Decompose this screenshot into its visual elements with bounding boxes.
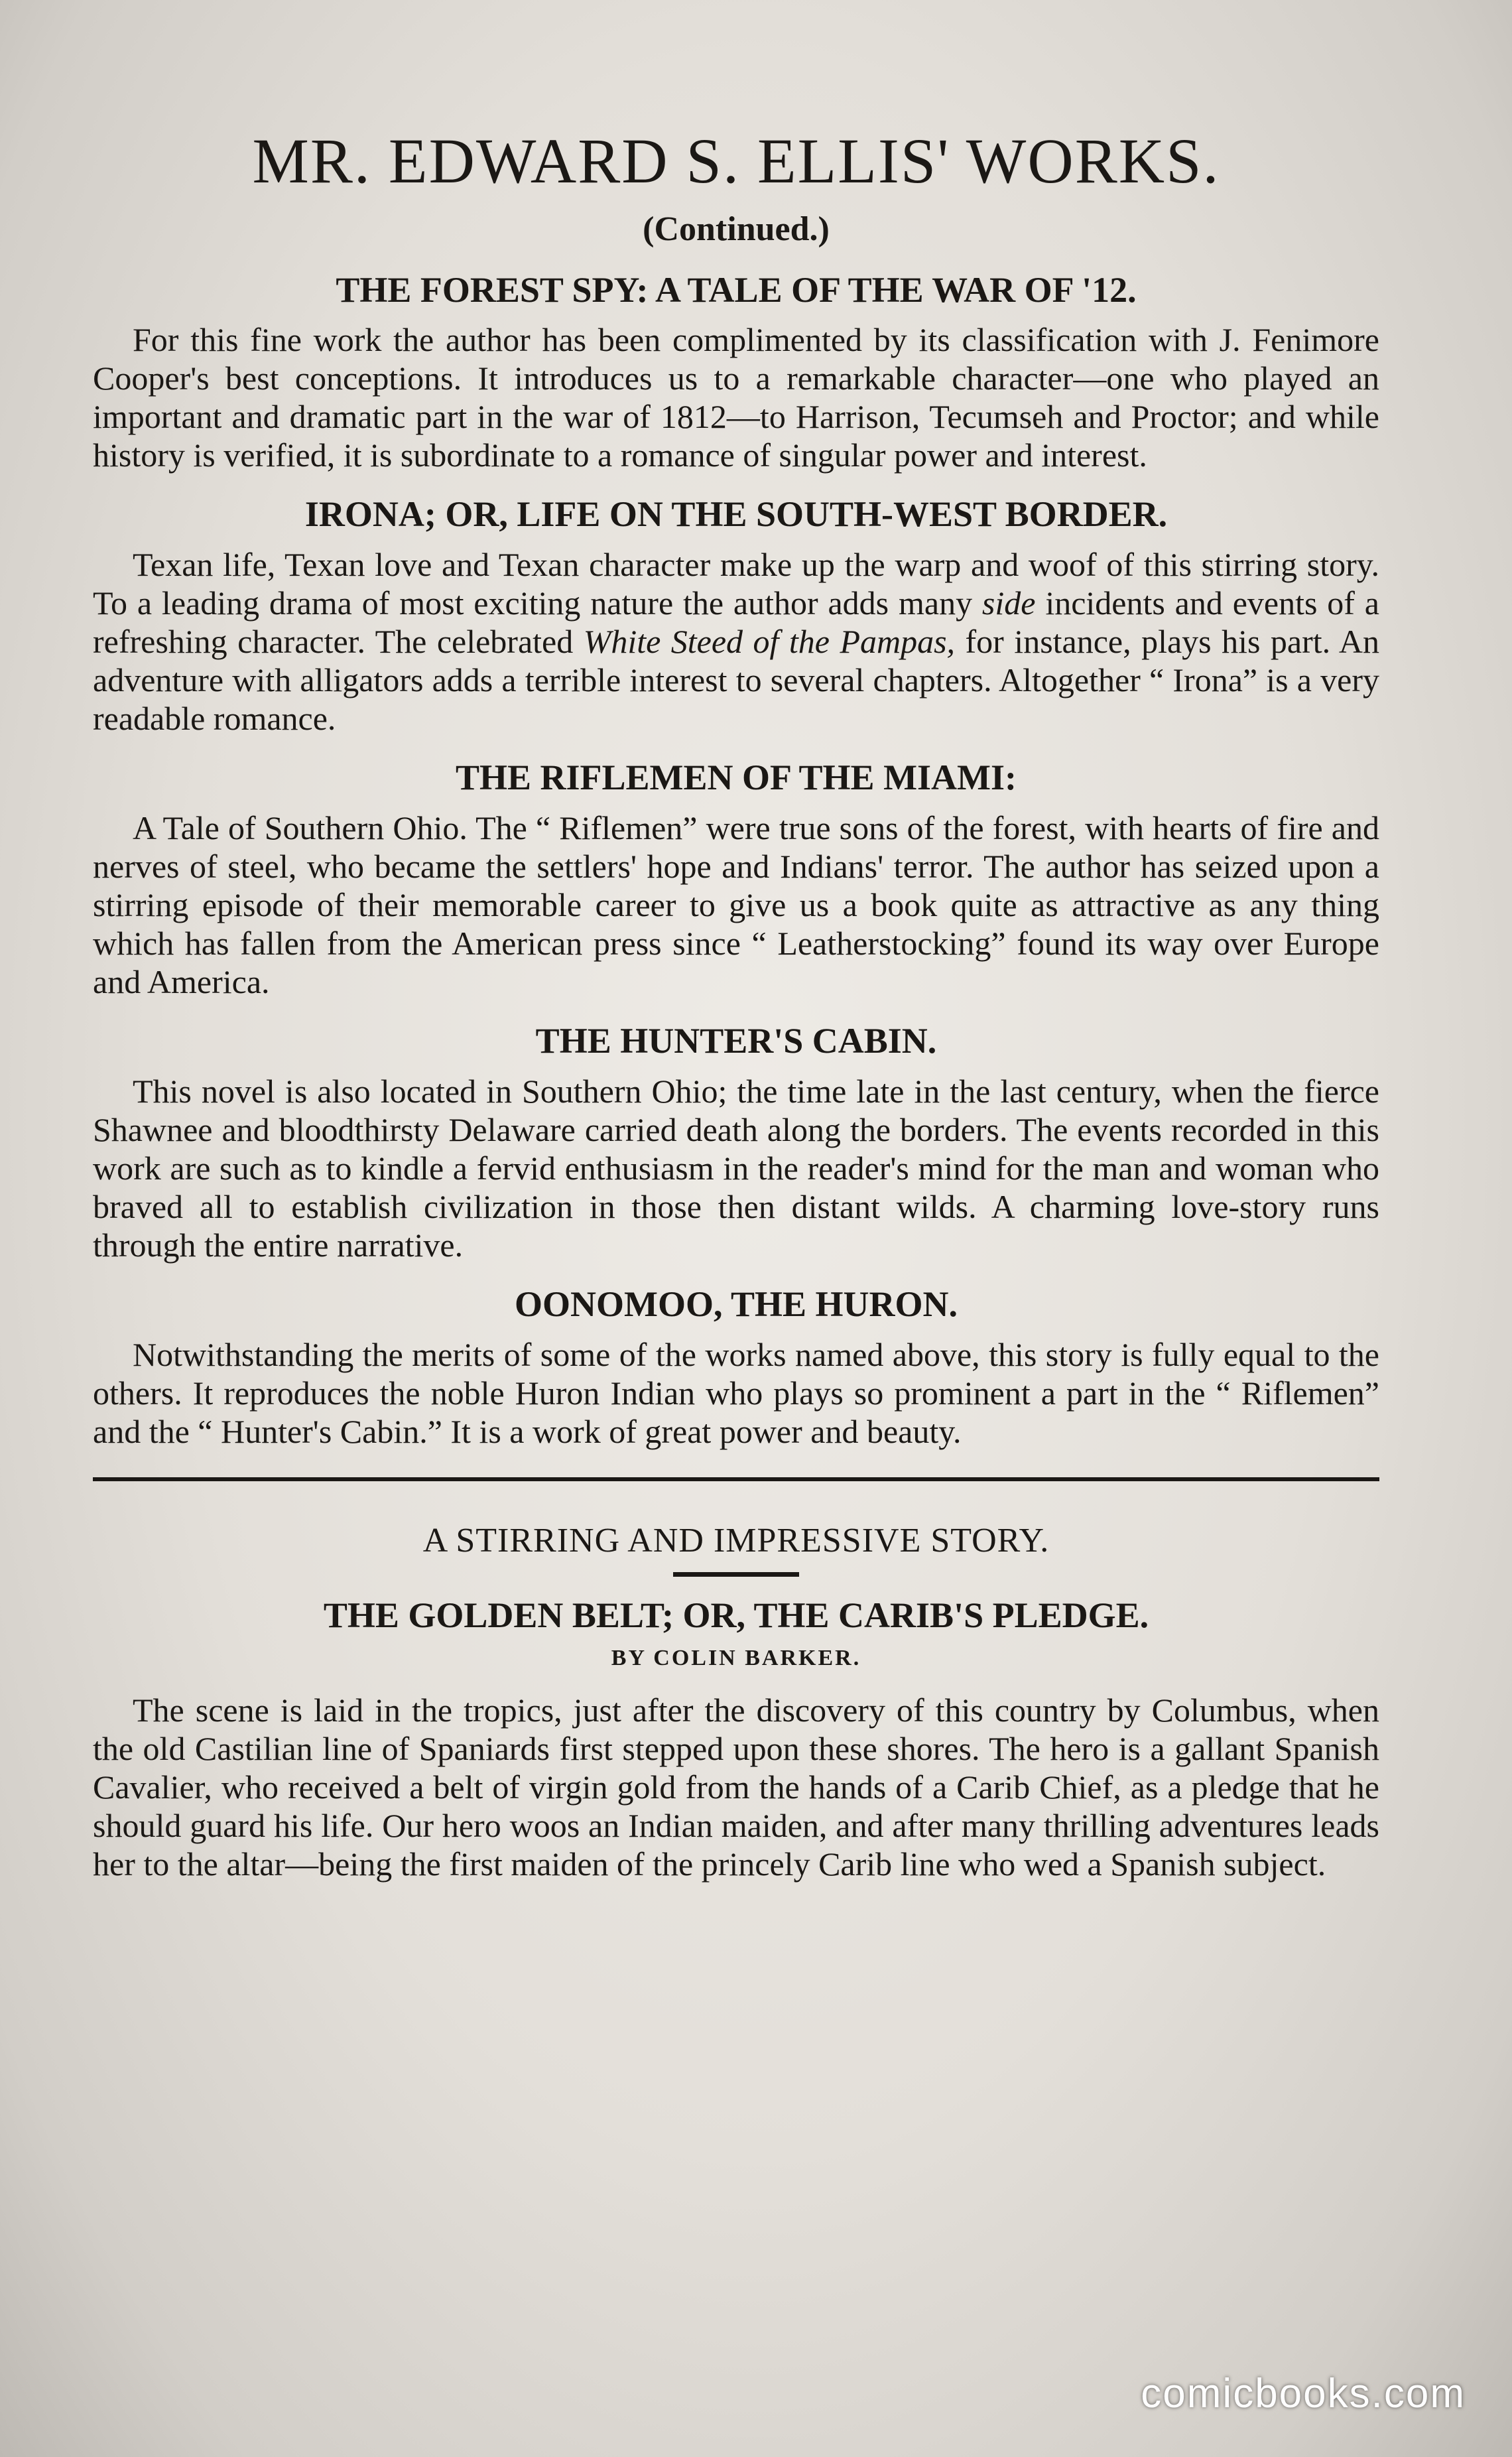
section-body: This novel is also located in Southern Ohio; the time late in the last century, when the fierce Shawnee and bloodthirsty Delaware carried death along the borders. The events recorded in this work are such as to kindle a fervid enthusiasm in the reader's mind for the man and woman who braved all to establish civilization in those then distant wilds. A charming love-story runs through the entire narrative. xyxy=(93,1072,1379,1264)
watermark-text: comicbooks.com xyxy=(1141,2371,1466,2417)
body-italic: side xyxy=(981,584,1036,622)
section-forest-spy xyxy=(93,269,1379,475)
promo-tagline: A STIRRING AND IMPRESSIVE STORY. xyxy=(422,1521,1050,1560)
body-text: incidents and events of a refreshing character. The celebrated xyxy=(93,584,1379,661)
section-heading: THE FOREST SPY: A TALE OF THE WAR OF '12. xyxy=(336,269,1137,310)
section-body: A Tale of Southern Ohio. The “ Riflemen” were true sons of the forest, with hearts of fire and nerves of steel, who became the settlers' hope and Indians' terror. The author has seized upon a stirring episode of their memorable career to give us a book quite as attractive as any thing which has fallen from the American press since “ Leatherstocking” found its way over Europe and America. xyxy=(93,809,1379,1000)
page-subtitle: (Continued.) xyxy=(643,210,830,248)
section-hunters-cabin xyxy=(93,1020,1379,1264)
section-irona xyxy=(93,493,1379,738)
body-text: Texan life, Texan love and Texan character make up the warp and woof of this stirring story. To a leading drama of most exciting nature the author adds many xyxy=(93,546,1379,622)
body-italic: White Steed of the Pampas, xyxy=(583,623,956,661)
section-body: The scene is laid in the tropics, just after the discovery of this country by Columbus, when the old Castilian line of Spaniards first stepped upon these shores. The hero is a gallant Spanish Cavalier, who received a belt of virgin gold from the hands of a Carib Chief, as a pledge that he should guard his life. Our hero woos an Indian maiden, and after many thrilling adventures leads her to the altar—being the first maiden of the princely Carib line who wed a Spanish subject. xyxy=(93,1692,1379,1883)
body-text: for instance, plays his part. An adventure with alligators adds a terrible interest to several chapters. Altogether “ Irona” is a very readable romance. xyxy=(93,623,1379,738)
section-body: Notwithstanding the merits of some of the works named above, this story is fully equal to the others. It reproduces the noble Huron Indian who plays so prominent a part in the “ Riflemen” and the “ Hunter's Cabin.” It is a work of great power and beauty. xyxy=(93,1335,1379,1450)
section-heading: THE GOLDEN BELT; OR, THE CARIB'S PLEDGE. xyxy=(323,1595,1149,1635)
section-heading: THE HUNTER'S CABIN. xyxy=(535,1020,937,1061)
section-heading: THE RIFLEMEN OF THE MIAMI: xyxy=(455,758,1017,798)
author-byline: BY COLIN BARKER. xyxy=(611,1646,861,1671)
page-title: MR. EDWARD S. ELLIS' WORKS. xyxy=(252,125,1220,196)
short-divider xyxy=(673,1572,799,1577)
section-body xyxy=(93,545,1379,738)
divider-rule xyxy=(93,1477,1379,1481)
section-riflemen xyxy=(93,756,1379,1001)
section-oonomoo xyxy=(93,1283,1379,1451)
section-heading: OONOMOO, THE HURON. xyxy=(514,1284,958,1324)
section-golden-belt xyxy=(93,1521,1379,1884)
section-body: For this fine work the author has been complimented by its classification with J. Fenimore Cooper's best conceptions. It introduces us to a remarkable character—one who played an important and dramatic part in the war of 1812—to Harrison, Tecumseh and Proctor; and while history is verified, it is subordinate to a romance of singular power and interest. xyxy=(93,321,1379,474)
page-content xyxy=(93,126,1379,1902)
section-heading: IRONA; OR, LIFE ON THE SOUTH-WEST BORDER. xyxy=(304,494,1168,535)
